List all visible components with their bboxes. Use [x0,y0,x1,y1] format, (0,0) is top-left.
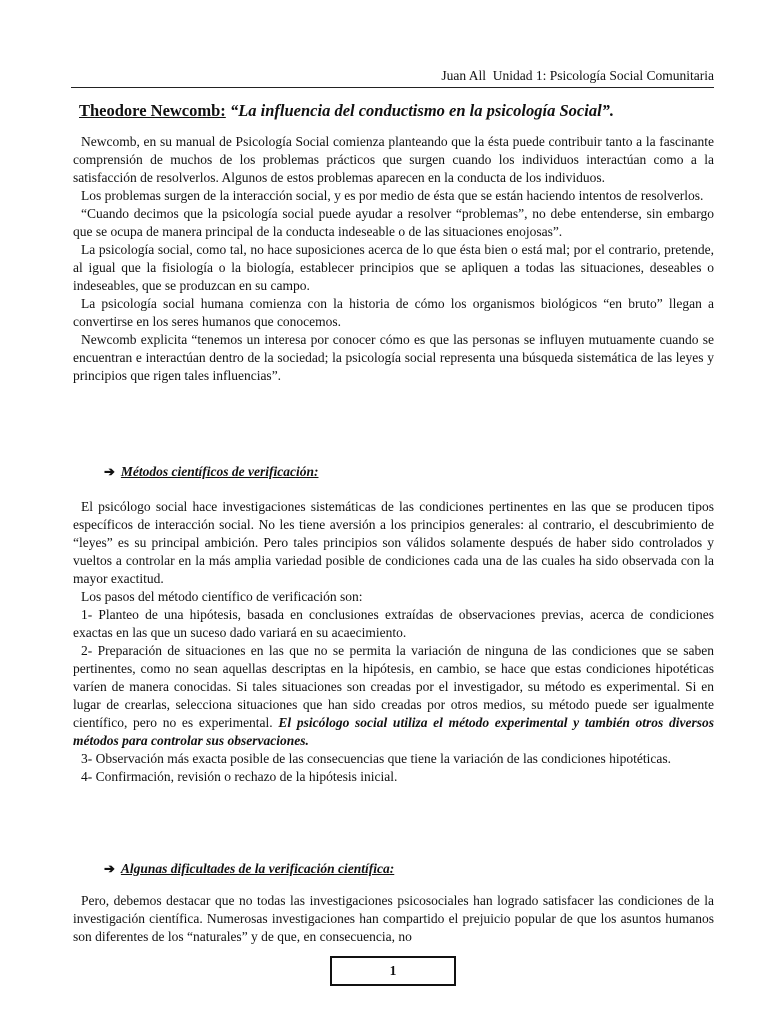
document-title [79,101,719,121]
intro-paragraph: “Cuando decimos que la psicología social puede ayudar a resolver “problemas”, no debe entenderse, sin embargo que se ocupa de manera principal de la conducta indeseable o de las situaciones enojosas”. [73,206,714,239]
methods-section [73,498,714,786]
intro-paragraph: Newcomb explicita “tenemos un interesa por conocer cómo es que las personas se influyen mutuamente cuando se encuentran e interactúan dentro de la sociedad; la psicología social representa una búsqueda sistemática de las leyes y principios que rigen tales influencias”. [73,332,714,383]
difficulties-section [73,892,714,946]
method-step-3: 3- Observación más exacta posible de las consecuencias que tiene la variación de las condiciones hipotéticas. [81,751,672,766]
method-step-2-text: 2- Preparación de situaciones en las que no se permita la variación de ninguna de las condiciones que se saben pertinentes, como no sean aquellas descriptas en la hipótesis, en cambio, se hace que estas condiciones hipotéticas varíen de manera conocidas. Si tales situaciones son creadas por el investigador, su método es experimental. Si en lugar de crearlas, selecciona situaciones que han sido creadas por otros medios, su método puede ser igualmente científico, pero no es experimental. [73,643,714,730]
intro-paragraph: Los problemas surgen de la interacción social, y es por medio de ésta que se están haciendo intentos de resolverlos. [81,188,704,203]
section-heading-label: Métodos científicos de verificación: [120,464,319,479]
method-step-2 [73,642,714,750]
difficulties-paragraph: Pero, debemos destacar que no todas las investigaciones psicosociales han logrado satisfacer las condiciones de la investigación científica. Numerosas investigaciones han compartido el prejuicio popular de que los asuntos humanos son diferentes de los “naturales” y de que, en consecuencia, no [73,893,714,944]
right-arrow-icon: ➔ [104,464,115,479]
method-step-1: 1- Planteo de una hipótesis, basada en conclusiones extraídas de observaciones previas, acerca de condiciones exactas en las que un suceso dado variará en su acaecimiento. [73,607,714,640]
section-heading-methods [104,463,318,481]
intro-paragraph: Newcomb, en su manual de Psicología Social comienza planteando que la ésta puede contribuir tanto a la fascinante comprensión de muchos de los problemas prácticos que surgen cuando los individuos interactúan como a la satisfacción de resolverlos. Algunos de estos problemas aparecen en la conducta de los individuos. [73,134,714,185]
right-arrow-icon: ➔ [104,861,115,876]
method-step-4: 4- Confirmación, revisión o rechazo de la hipótesis inicial. [81,769,398,784]
running-header: Juan All Unidad 1: Psicología Social Comunitaria [441,68,714,83]
title-subtitle: “La influencia del conductismo en la psicología Social”. [229,101,615,120]
page-number: 1 [330,956,456,986]
title-author: Theodore Newcomb: [79,101,226,120]
intro-section [73,133,714,385]
intro-paragraph: La psicología social, como tal, no hace suposiciones acerca de lo que ésta bien o está mal; por el contrario, pretende, al igual que la fisiología o la biología, establecer principios que se apliquen a todas las situaciones, deseables o indeseables, que se produzcan en su campo. [73,242,714,293]
methods-paragraph: El psicólogo social hace investigaciones sistemáticas de las condiciones pertinentes en las que se producen tipos específicos de interacción social. No les tiene aversión a los principios generales: al contrario, el descubrimiento de “leyes” es su principal ambición. Pero tales principios son válidos solamente después de haber sido controlados y vueltos a controlar en la más amplia variedad posible de condiciones cada una de las cuales ha sido observada con la mayor exactitud. [73,499,714,586]
intro-paragraph: La psicología social humana comienza con la historia de cómo los organismos biológicos “en bruto” llegan a convertirse en los seres humanos que conocemos. [73,296,714,329]
header-rule [71,87,714,88]
section-heading-difficulties [104,860,394,878]
section-heading-label: Algunas dificultades de la verificación científica: [120,861,395,876]
methods-steps-intro: Los pasos del método científico de verificación son: [81,589,363,604]
method-step-2-emphasis: El psicólogo social utiliza el método experimental y también otros diversos métodos para controlar sus observaciones. [73,715,714,748]
